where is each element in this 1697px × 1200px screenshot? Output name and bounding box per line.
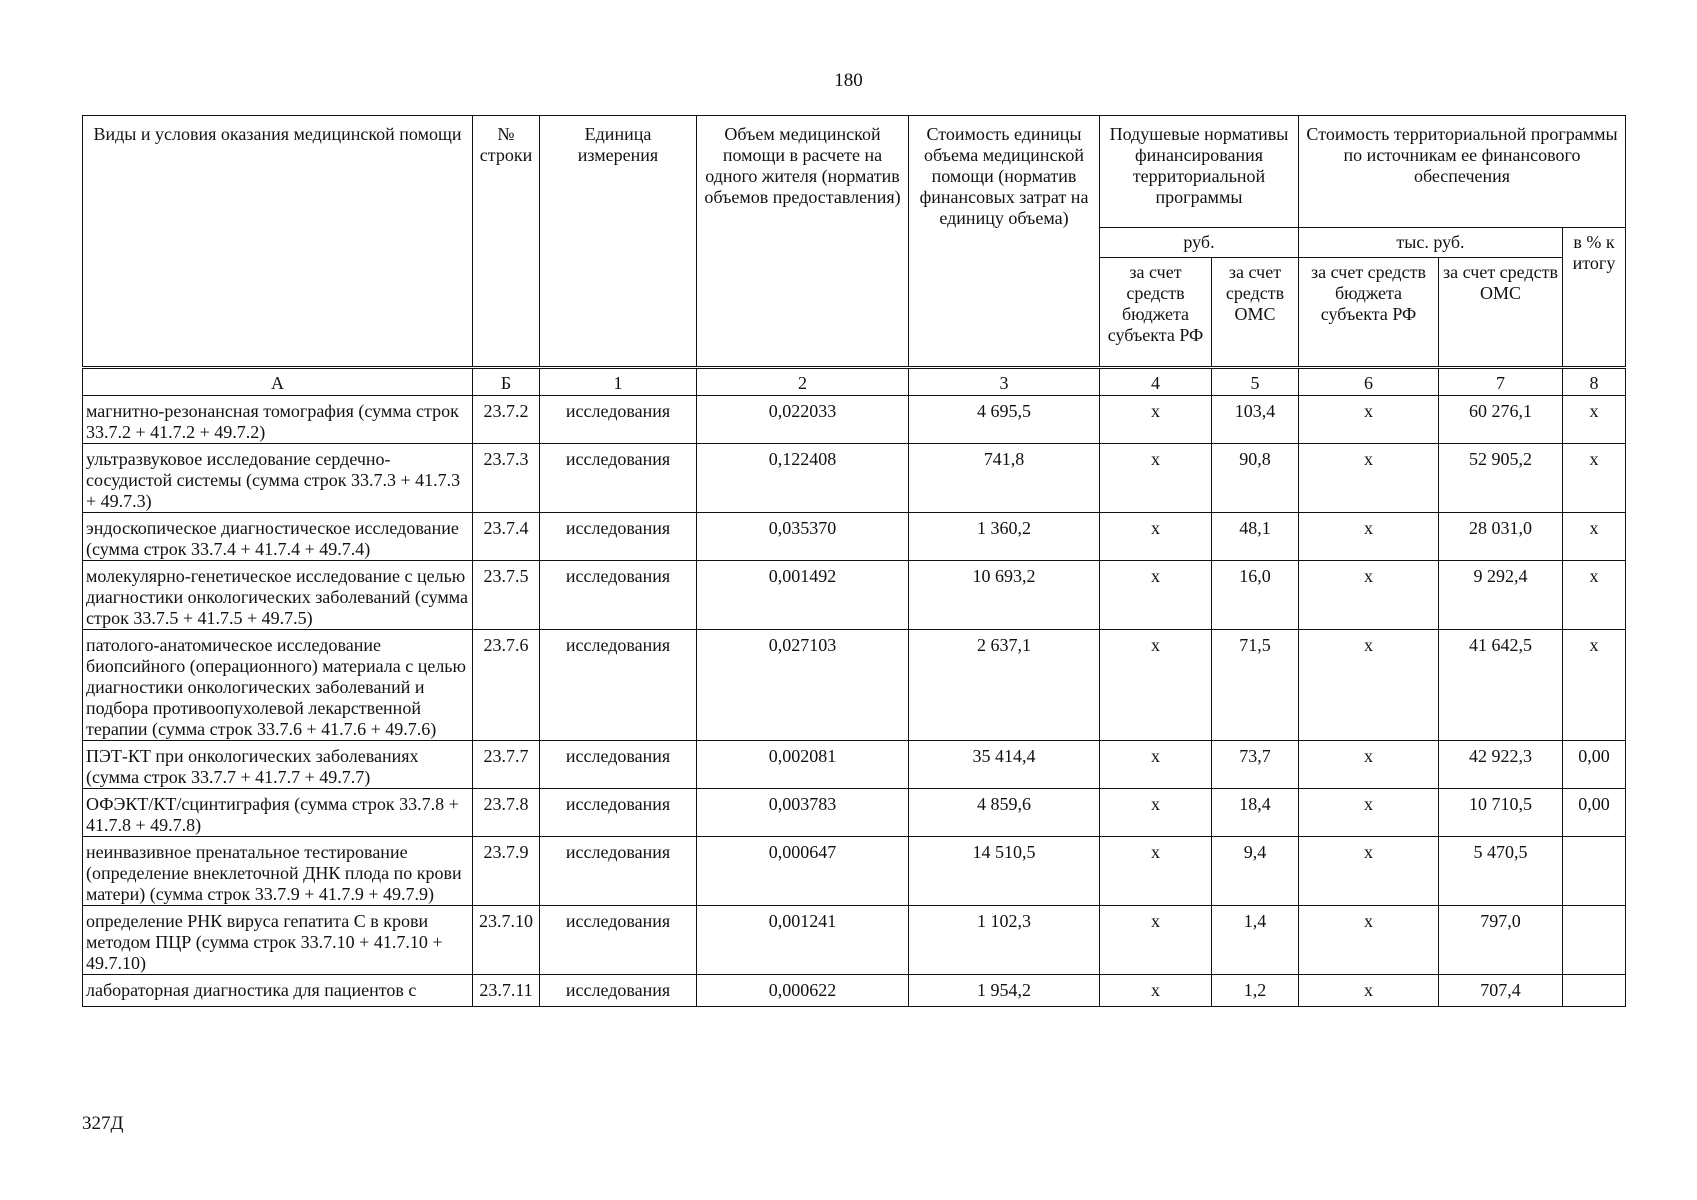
table-row [83, 630, 1626, 741]
row-budget-total-cell: х [1299, 906, 1439, 975]
row-code-cell: 23.7.8 [473, 789, 540, 837]
row-unit-cell: исследования [540, 396, 697, 444]
row-cost-cell: 14 510,5 [909, 837, 1100, 906]
row-cost-cell: 10 693,2 [909, 561, 1100, 630]
row-volume-cell: 0,000647 [697, 837, 909, 906]
header-col-a: Виды и условия оказания медицинской помощи [83, 116, 473, 368]
row-code-cell: 23.7.5 [473, 561, 540, 630]
row-budget-total-cell: х [1299, 444, 1439, 513]
row-code-cell: 23.7.10 [473, 906, 540, 975]
row-name-cell: патолого-анатомическое исследование биопсийного (операционного) материала с целью диагностики онкологических заболеваний и подбора противоопухолевой лекарственной терапии (сумма строк 33.7.6 + 41.7.6 + 49.7.6) [83, 630, 473, 741]
row-pct-cell: х [1563, 561, 1626, 630]
row-unit-cell: исследования [540, 837, 697, 906]
header-col-b: № строки [473, 116, 540, 368]
index-cell: 7 [1439, 368, 1563, 396]
row-volume-cell: 0,022033 [697, 396, 909, 444]
row-pct-cell [1563, 975, 1626, 1007]
header-col-volume: Объем медицинской помощи в расчете на одного жителя (норматив объемов предоставления) [697, 116, 909, 368]
row-pct-cell [1563, 906, 1626, 975]
index-cell: 2 [697, 368, 909, 396]
row-unit-cell: исследования [540, 513, 697, 561]
row-oms-total-cell: 60 276,1 [1439, 396, 1563, 444]
row-oms-percap-cell: 16,0 [1212, 561, 1299, 630]
row-budget-percap-cell: х [1100, 396, 1212, 444]
row-oms-percap-cell: 90,8 [1212, 444, 1299, 513]
table-row [83, 561, 1626, 630]
row-pct-cell: х [1563, 630, 1626, 741]
row-name-cell: ультразвуковое исследование сердечно-сосудистой системы (сумма строк 33.7.3 + 41.7.3 + 49.7.3) [83, 444, 473, 513]
index-cell: 6 [1299, 368, 1439, 396]
row-budget-percap-cell: х [1100, 789, 1212, 837]
table-row [83, 975, 1626, 1007]
row-name-cell: лабораторная диагностика для пациентов с [83, 975, 473, 1007]
row-budget-percap-cell: х [1100, 513, 1212, 561]
table-row [83, 513, 1626, 561]
footer-code: 327Д [82, 1113, 124, 1134]
row-name-cell: молекулярно-генетическое исследование с целью диагностики онкологических заболеваний (сумма строк 33.7.5 + 41.7.5 + 49.7.5) [83, 561, 473, 630]
header-budget-rf: за счет средств бюджета субъекта РФ [1100, 258, 1212, 368]
row-oms-total-cell: 5 470,5 [1439, 837, 1563, 906]
index-cell: 3 [909, 368, 1100, 396]
row-budget-percap-cell: х [1100, 975, 1212, 1007]
row-pct-cell [1563, 837, 1626, 906]
row-cost-cell: 35 414,4 [909, 741, 1100, 789]
row-volume-cell: 0,003783 [697, 789, 909, 837]
row-unit-cell: исследования [540, 444, 697, 513]
row-code-cell: 23.7.6 [473, 630, 540, 741]
row-oms-percap-cell: 73,7 [1212, 741, 1299, 789]
row-oms-total-cell: 41 642,5 [1439, 630, 1563, 741]
row-budget-percap-cell: х [1100, 837, 1212, 906]
table-body [83, 368, 1626, 1007]
table-row [83, 837, 1626, 906]
header-col-percapita: Подушевые нормативы финансирования территориальной программы [1100, 116, 1299, 228]
row-budget-total-cell: х [1299, 396, 1439, 444]
financing-table [82, 115, 1626, 1007]
row-name-cell: определение РНК вируса гепатита С в крови методом ПЦР (сумма строк 33.7.10 + 41.7.10 + 49.7.10) [83, 906, 473, 975]
row-budget-total-cell: х [1299, 789, 1439, 837]
row-unit-cell: исследования [540, 975, 697, 1007]
header-pct-total: в % к итогу [1563, 228, 1626, 368]
row-oms-total-cell: 10 710,5 [1439, 789, 1563, 837]
table-row [83, 396, 1626, 444]
table-row [83, 741, 1626, 789]
header-oms-2: за счет средств ОМС [1439, 258, 1563, 368]
row-unit-cell: исследования [540, 630, 697, 741]
row-volume-cell: 0,001241 [697, 906, 909, 975]
row-code-cell: 23.7.4 [473, 513, 540, 561]
row-cost-cell: 1 360,2 [909, 513, 1100, 561]
row-pct-cell: х [1563, 396, 1626, 444]
index-cell: 1 [540, 368, 697, 396]
row-cost-cell: 4 859,6 [909, 789, 1100, 837]
row-cost-cell: 741,8 [909, 444, 1100, 513]
row-name-cell: ПЭТ-КТ при онкологических заболеваниях (сумма строк 33.7.7 + 41.7.7 + 49.7.7) [83, 741, 473, 789]
row-oms-percap-cell: 103,4 [1212, 396, 1299, 444]
index-cell: Б [473, 368, 540, 396]
row-budget-total-cell: х [1299, 837, 1439, 906]
header-col-cost: Стоимость единицы объема медицинской помощи (норматив финансовых затрат на единицу объема) [909, 116, 1100, 368]
row-volume-cell: 0,000622 [697, 975, 909, 1007]
row-unit-cell: исследования [540, 789, 697, 837]
row-volume-cell: 0,002081 [697, 741, 909, 789]
row-budget-percap-cell: х [1100, 630, 1212, 741]
row-code-cell: 23.7.2 [473, 396, 540, 444]
row-cost-cell: 2 637,1 [909, 630, 1100, 741]
index-cell: 8 [1563, 368, 1626, 396]
row-unit-cell: исследования [540, 561, 697, 630]
row-volume-cell: 0,122408 [697, 444, 909, 513]
row-oms-total-cell: 9 292,4 [1439, 561, 1563, 630]
index-cell: 4 [1100, 368, 1212, 396]
row-cost-cell: 1 954,2 [909, 975, 1100, 1007]
row-oms-total-cell: 797,0 [1439, 906, 1563, 975]
row-budget-percap-cell: х [1100, 444, 1212, 513]
header-budget-rf-2: за счет средств бюджета субъекта РФ [1299, 258, 1439, 368]
row-name-cell: магнитно-резонансная томография (сумма строк 33.7.2 + 41.7.2 + 49.7.2) [83, 396, 473, 444]
row-budget-percap-cell: х [1100, 906, 1212, 975]
header-unit-rub: руб. [1100, 228, 1299, 258]
index-cell: 5 [1212, 368, 1299, 396]
row-oms-total-cell: 52 905,2 [1439, 444, 1563, 513]
header-oms: за счет средств ОМС [1212, 258, 1299, 368]
row-budget-total-cell: х [1299, 741, 1439, 789]
row-code-cell: 23.7.3 [473, 444, 540, 513]
row-oms-percap-cell: 9,4 [1212, 837, 1299, 906]
row-oms-total-cell: 42 922,3 [1439, 741, 1563, 789]
header-col-unit: Единица измерения [540, 116, 697, 368]
row-volume-cell: 0,035370 [697, 513, 909, 561]
row-volume-cell: 0,027103 [697, 630, 909, 741]
row-oms-total-cell: 707,4 [1439, 975, 1563, 1007]
table-header [83, 116, 1626, 368]
row-oms-total-cell: 28 031,0 [1439, 513, 1563, 561]
row-oms-percap-cell: 18,4 [1212, 789, 1299, 837]
index-cell: А [83, 368, 473, 396]
row-oms-percap-cell: 1,2 [1212, 975, 1299, 1007]
row-pct-cell: 0,00 [1563, 789, 1626, 837]
table-row [83, 444, 1626, 513]
row-code-cell: 23.7.11 [473, 975, 540, 1007]
row-oms-percap-cell: 1,4 [1212, 906, 1299, 975]
row-unit-cell: исследования [540, 741, 697, 789]
index-row [83, 368, 1626, 396]
row-cost-cell: 1 102,3 [909, 906, 1100, 975]
header-col-program: Стоимость территориальной программы по источникам ее финансового обеспечения [1299, 116, 1626, 228]
table-row [83, 906, 1626, 975]
row-budget-total-cell: х [1299, 561, 1439, 630]
row-pct-cell: х [1563, 444, 1626, 513]
header-unit-thous-rub: тыс. руб. [1299, 228, 1563, 258]
row-code-cell: 23.7.9 [473, 837, 540, 906]
row-pct-cell: х [1563, 513, 1626, 561]
row-cost-cell: 4 695,5 [909, 396, 1100, 444]
row-budget-total-cell: х [1299, 975, 1439, 1007]
row-oms-percap-cell: 71,5 [1212, 630, 1299, 741]
row-name-cell: ОФЭКТ/КТ/сцинтиграфия (сумма строк 33.7.8 + 41.7.8 + 49.7.8) [83, 789, 473, 837]
table-row [83, 789, 1626, 837]
page-number: 180 [834, 70, 863, 91]
row-budget-percap-cell: х [1100, 741, 1212, 789]
row-name-cell: неинвазивное пренатальное тестирование (определение внеклеточной ДНК плода по крови матери) (сумма строк 33.7.9 + 41.7.9 + 49.7.9) [83, 837, 473, 906]
row-code-cell: 23.7.7 [473, 741, 540, 789]
row-oms-percap-cell: 48,1 [1212, 513, 1299, 561]
row-pct-cell: 0,00 [1563, 741, 1626, 789]
row-budget-percap-cell: х [1100, 561, 1212, 630]
row-budget-total-cell: х [1299, 630, 1439, 741]
row-unit-cell: исследования [540, 906, 697, 975]
row-name-cell: эндоскопическое диагностическое исследование (сумма строк 33.7.4 + 41.7.4 + 49.7.4) [83, 513, 473, 561]
row-budget-total-cell: х [1299, 513, 1439, 561]
row-volume-cell: 0,001492 [697, 561, 909, 630]
